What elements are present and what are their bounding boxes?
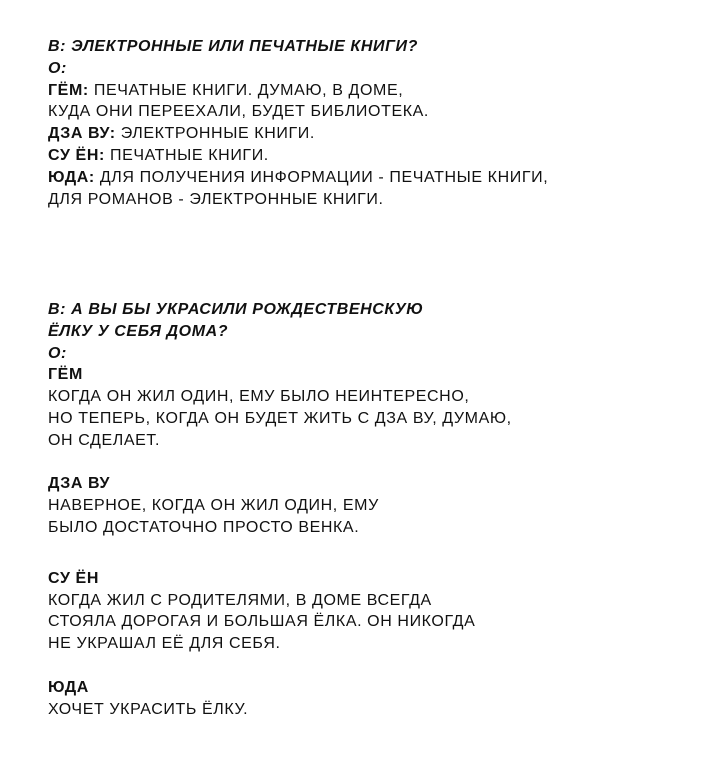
answer-text: НЕ УКРАШАЛ ЕЁ ДЛЯ СЕБЯ.	[48, 635, 281, 653]
answer-gem	[48, 80, 548, 102]
answer-suyon	[48, 145, 548, 167]
answer-text: ПЕЧАТНЫЕ КНИГИ.	[104, 146, 269, 164]
speaker: ДЗА ВУ:	[48, 125, 116, 143]
answer-text: СТОЯЛА ДОРОГАЯ И БОЛЬШАЯ ЁЛКА. ОН НИКОГДА	[48, 613, 476, 631]
answer-text: ХОЧЕТ УКРАСИТЬ ЁЛКУ.	[48, 700, 249, 718]
answer-text: ОН СДЕЛАЕТ.	[48, 431, 161, 449]
speaker-gem: ГЁМ	[48, 366, 83, 384]
question: ЁЛКУ У СЕБЯ ДОМА?	[48, 322, 229, 340]
question: В: ЭЛЕКТРОННЫЕ ИЛИ ПЕЧАТНЫЕ КНИГИ?	[48, 38, 418, 55]
speaker-yuda: ЮДА	[48, 678, 89, 696]
answer-text: ЭЛЕКТРОННЫЕ КНИГИ.	[115, 125, 315, 143]
speaker: ГЁМ:	[48, 81, 89, 99]
answer-dzavu	[48, 123, 548, 145]
answer-yuda	[48, 167, 548, 189]
answer-text: КУДА ОНИ ПЕРЕЕХАЛИ, БУДЕТ БИБЛИОТЕКА.	[48, 103, 429, 121]
answer-text: БЫЛО ДОСТАТОЧНО ПРОСТО ВЕНКА.	[48, 518, 360, 536]
speaker-suyon: СУ ЁН	[48, 569, 99, 587]
question: В: А ВЫ БЫ УКРАСИЛИ РОЖДЕСТВЕНСКУЮ	[48, 301, 424, 318]
answer-text: ДЛЯ ПОЛУЧЕНИЯ ИНФОРМАЦИИ - ПЕЧАТНЫЕ КНИГИ,	[94, 168, 549, 186]
answer-text: ПЕЧАТНЫЕ КНИГИ. ДУМАЮ, В ДОМЕ,	[88, 81, 404, 99]
answer-text: КОГДА ОН ЖИЛ ОДИН, ЕМУ БЫЛО НЕИНТЕРЕСНО,	[48, 388, 470, 406]
answer-text: КОГДА ЖИЛ С РОДИТЕЛЯМИ, В ДОМЕ ВСЕГДА	[48, 591, 432, 609]
answer-text: ДЛЯ РОМАНОВ - ЭЛЕКТРОННЫЕ КНИГИ.	[48, 190, 384, 208]
answer-text: НО ТЕПЕРЬ, КОГДА ОН БУДЕТ ЖИТЬ С ДЗА ВУ, ДУМАЮ,	[48, 409, 512, 427]
answer-label: О:	[48, 344, 67, 362]
speaker: СУ ЁН:	[48, 146, 105, 164]
section-books	[48, 36, 548, 210]
answer-label: О:	[48, 59, 67, 77]
speaker: ЮДА:	[48, 168, 95, 186]
section-christmas-tree	[48, 299, 512, 720]
answer-text: НАВЕРНОЕ, КОГДА ОН ЖИЛ ОДИН, ЕМУ	[48, 497, 379, 515]
speaker-dzavu: ДЗА ВУ	[48, 475, 111, 493]
